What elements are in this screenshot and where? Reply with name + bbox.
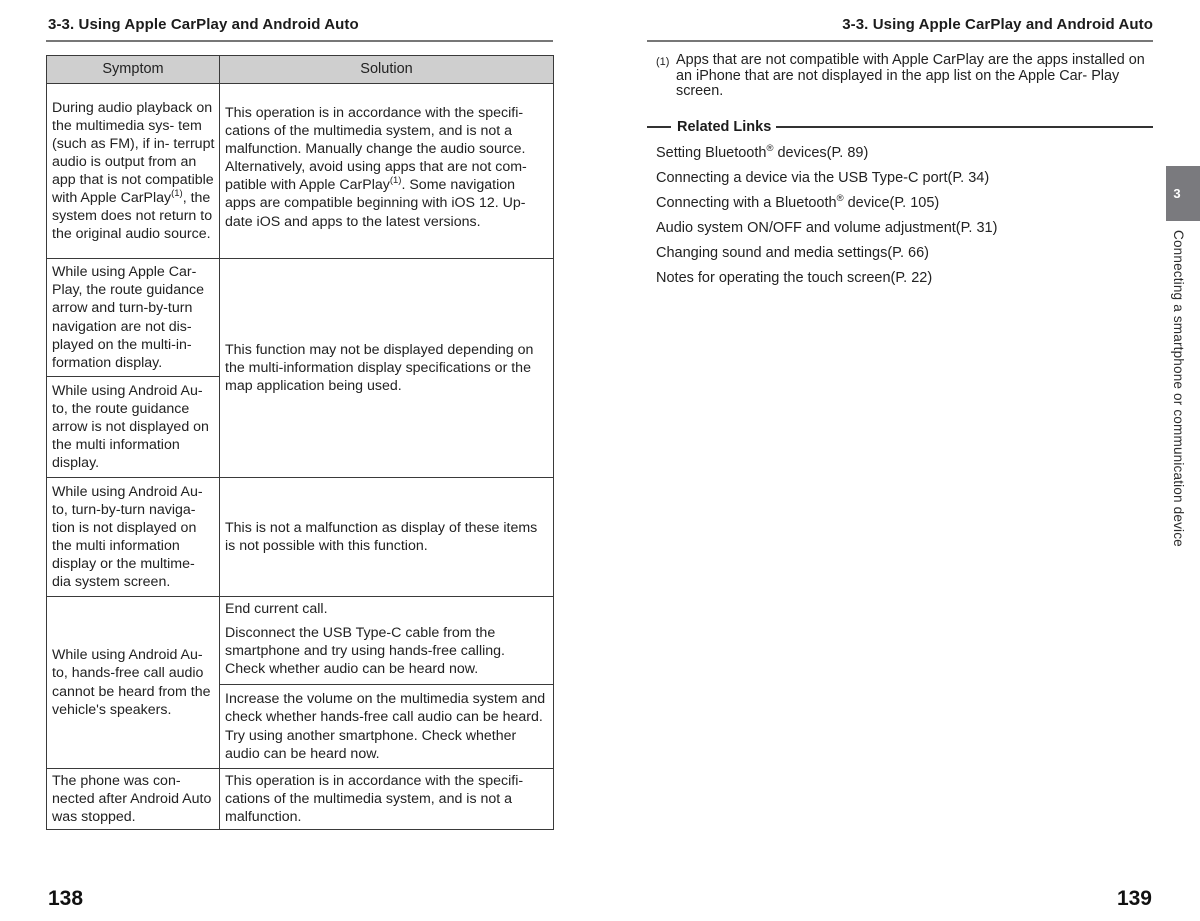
related-link-sound-media[interactable]: Changing sound and media settings(P. 66) [656,245,930,261]
table-row [47,769,554,830]
solution-cell: This is not a malfunction as display of these items is not possible with this function. [220,478,554,597]
table-row [47,259,554,377]
related-links-heading [647,117,1153,137]
symptom-cell: While using Apple Car- Play, the route guidance arrow and turn-by-turn navigation are not dis- played on the multi-in- formation display. [47,259,220,377]
related-link-bluetooth-settings[interactable]: Setting Bluetooth® devices(P. 89) [656,143,869,161]
chapter-tab[interactable]: 3 [1166,166,1200,221]
solution-cell: This operation is in accordance with the specifi- cations of the multimedia system, and is not a malfunction. Manually change the audio source. Alternatively, avoid using apps that are not com- patible with Apple CarPlay$^{(1)}$. Some navigation apps are compatible beginning with iOS 12. Up- date iOS and apps to the latest versions. [220,84,554,259]
symptom-cell: While using Android Au- to, hands-free call audio cannot be heard from the vehicle's speakers. [47,597,220,769]
footnote-mark: (1) [656,56,670,68]
table-row [47,478,554,597]
related-link-bluetooth-device[interactable]: Connecting with a Bluetooth® device(P. 105) [656,193,940,211]
left-running-head: 3-3. Using Apple CarPlay and Android Auto [48,16,359,33]
chapter-side-label: Connecting a smartphone or communication device [1171,230,1186,547]
related-link-touch-screen[interactable]: Notes for operating the touch screen(P. 22) [656,270,933,286]
table-row [47,597,554,685]
symptom-column-header: Symptom [47,56,220,84]
footnote [656,53,1156,100]
footnote-ref: (1) [171,188,183,200]
right-header-rule [647,40,1153,42]
solution-cell: This function may not be displayed depending on the multi-information display specifications or the map application being used. [220,259,554,478]
symptom-cell: While using Android Au- to, turn-by-turn naviga- tion is not displayed on the multi information display or the multime- dia system screen. [47,478,220,597]
solution-cell: This operation is in accordance with the specifi- cations of the multimedia system, and is not a malfunction. [220,769,554,830]
table-row [47,84,554,259]
troubleshooting-table [46,55,554,830]
symptom-cell: During audio playback on the multimedia sys- tem (such as FM), if in- terrupt audio is output from an app that is not compatible with Apple CarPlay$^{(1)}$, the system does not return to the original audio source. [47,84,220,259]
solution-cell [220,597,554,685]
related-link-usb-type-c[interactable]: Connecting a device via the USB Type-C port(P. 34) [656,170,990,186]
heading-rule-left [647,126,671,128]
footnote-text: Apps that are not compatible with Apple CarPlay are the apps installed on an iPhone that are not displayed in the app list on the Apple Car- Play screen. [676,52,1145,99]
page-number-right: 139 [1116,887,1152,910]
table-header-row [47,56,554,84]
heading-rule-right [776,126,1153,128]
symptom-cell: While using Android Au- to, the route guidance arrow is not displayed on the multi information display. [47,377,220,478]
solution-cell: Increase the volume on the multimedia system and check whether hands-free call audio can be heard. Try using another smartphone. Check whether audio can be heard now. [220,685,554,769]
related-link-audio-volume[interactable]: Audio system ON/OFF and volume adjustment(P. 31) [656,220,998,236]
symptom-cell: The phone was con- nected after Android Auto was stopped. [47,769,220,830]
solution-column-header: Solution [220,56,554,84]
footnote-ref: (1) [389,175,402,187]
solution-step: Disconnect the USB Type-C cable from the smartphone and try using hands-free calling. Check whether audio can be heard now. [225,625,505,678]
related-links-list [656,142,997,292]
left-header-rule [46,40,553,42]
right-running-head: 3-3. Using Apple CarPlay and Android Auto [842,16,1153,33]
solution-step: End current call. [225,601,328,617]
related-links-title: Related Links [677,119,772,135]
page-number-left: 138 [48,887,84,910]
